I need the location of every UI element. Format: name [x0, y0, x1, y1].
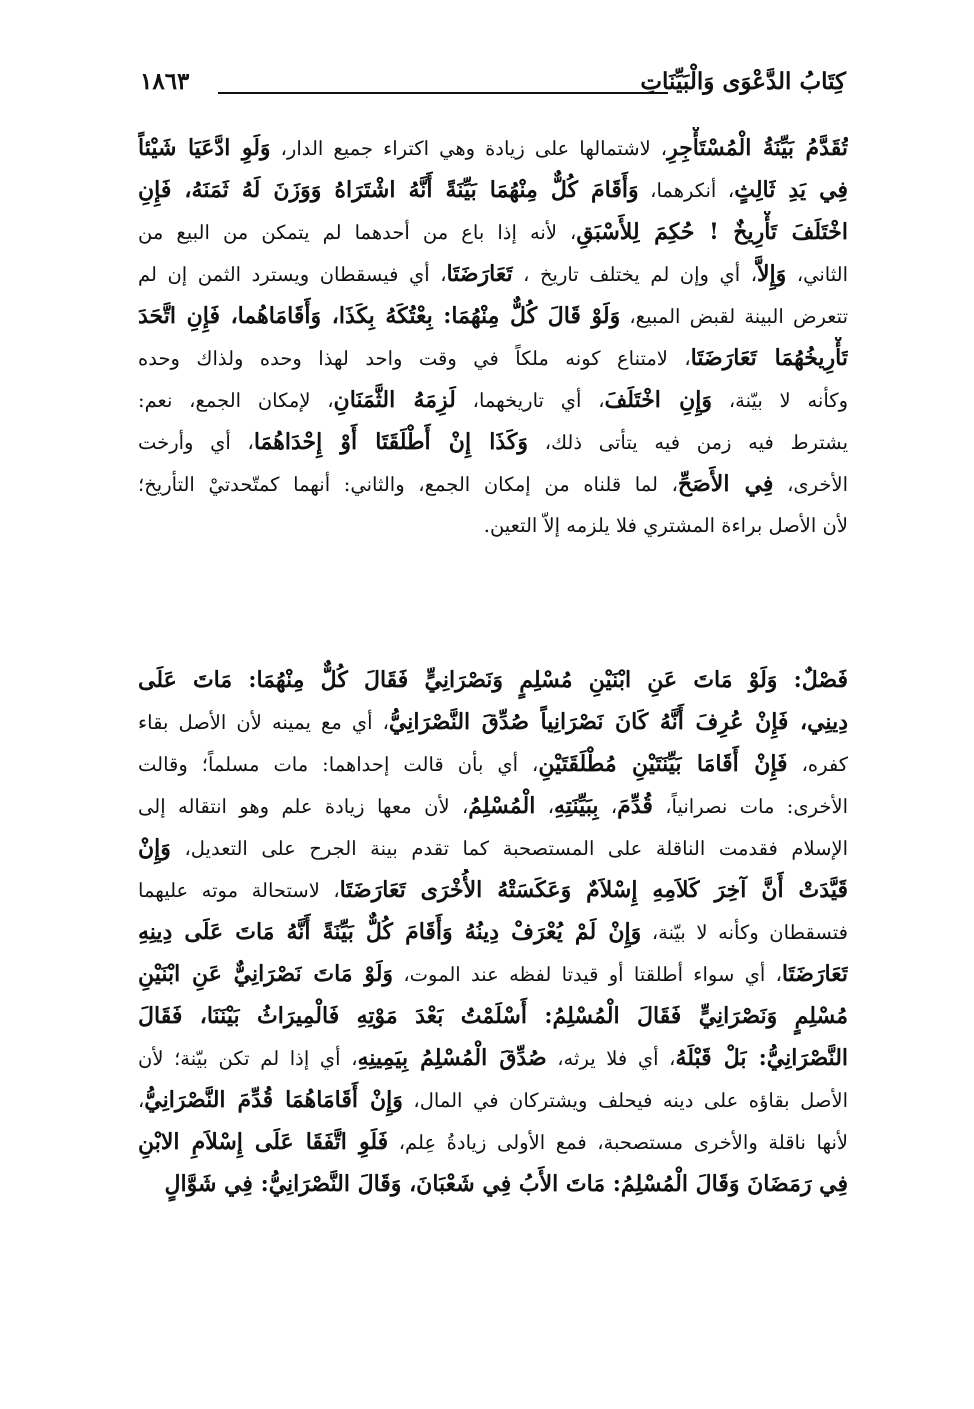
matn-text: قُدِّمَ — [617, 793, 653, 819]
matn-text: وَإِنْ — [138, 835, 171, 861]
text-line — [138, 1163, 848, 1205]
commentary-text: ، أي وإن لم يختلف تاريخ ، — [512, 263, 757, 286]
text-line — [138, 869, 848, 911]
text-line — [138, 1079, 848, 1121]
commentary-text: كفره، — [787, 753, 848, 776]
text-line — [138, 1037, 848, 1079]
matn-text: وَلَوْ قَالَ كُلٌّ مِنْهُمَا: بِعْتُكَهُ بِكَذَا، وَأَقَامَاهُما، فَإِنِ اتَّحَدَ — [138, 303, 621, 329]
commentary-text: ، لأنه إذا باع من أحدهما لم يتمكن من البيع من — [138, 221, 577, 244]
running-header — [140, 62, 846, 106]
commentary-text: ، أنكرهما، — [638, 179, 735, 202]
matn-text: تَأْرِيخُهُمَا تَعَارَضَتَا — [690, 345, 848, 371]
text-line — [138, 785, 848, 827]
matn-text: فَلَوِ اتَّفَقَا عَلَى إِسْلاَمِ الابْنِ — [138, 1129, 389, 1155]
matn-text: تُقَدَّمُ بَيِّنَةُ الْمُسْتَأْجِرِ — [667, 135, 848, 161]
text-line — [138, 379, 848, 421]
text-line — [138, 953, 848, 995]
matn-text: دِينِي، فَإِنْ عُرِفَ أَنَّهُ كَانَ نَصْرَانِياً صُدِّقَ النَّصْرَانِيُّ — [388, 709, 848, 735]
commentary-text: يشترط فيه زمن فيه يتأتى ذلك، — [528, 431, 848, 454]
text-line — [138, 253, 848, 295]
text-line — [138, 463, 848, 505]
paragraph-1 — [138, 127, 848, 547]
matn-text: النَّصْرَانِيُّ: بَلْ قَبْلَهُ — [675, 1045, 848, 1071]
matn-text: تَعَارَضَتَا — [446, 261, 513, 287]
commentary-text: ، لامتناع كونه ملكاً في وقت واحد لهذا وحده ولذاك وحده — [138, 347, 691, 370]
commentary-text: ، أي سواء أطلقتا أو قيدتا لفظه عند الموت، — [393, 963, 782, 986]
text-line — [138, 659, 848, 701]
matn-text: اخْتَلَفَ تَأْرِيخٌ ! حُكِمَ لِلأَسْبَقِ — [576, 219, 848, 245]
matn-text: وَإِنْ أَقَامَاهُمَا قُدِّمَ النَّصْرَانِيُّ — [144, 1087, 403, 1113]
text-line — [138, 211, 848, 253]
text-line — [138, 169, 848, 211]
commentary-text: تتعرض البينة لقبض المبيع، — [620, 305, 848, 328]
commentary-text: فتسقطان وكأنه لا بيّنة، — [641, 921, 848, 944]
commentary-text: ، أي وأرخت — [138, 431, 254, 454]
matn-text: وَلَوْ مَاتَ نَصْرَانِيٌّ عَنِ ابْنَيْنِ — [138, 961, 394, 987]
commentary-text: ، أي فلا يرثه، — [546, 1047, 676, 1070]
text-line — [138, 505, 848, 547]
commentary-text: ، لإمكان الجمع، نعم: — [138, 389, 334, 412]
commentary-text: ، — [138, 1089, 145, 1112]
commentary-text: ، لاستحالة موته عليهما — [138, 879, 340, 902]
text-line — [138, 421, 848, 463]
matn-text: تَعَارَضَتَا — [781, 961, 848, 987]
matn-text: وَإِنِ اخْتَلَفَ — [604, 387, 713, 413]
matn-text: الْمُسْلِمُ — [468, 793, 536, 819]
matn-text: صُدِّقَ الْمُسْلِمُ بِيَمِينِهِ — [357, 1045, 547, 1071]
commentary-text: وكأنه لا بيّنة، — [712, 389, 848, 412]
commentary-text: لأن الأصل براءة المشتري فلا يلزمه إلاّ التعين. — [483, 514, 848, 537]
text-line — [138, 295, 848, 337]
matn-text: وَإِلاَّ — [757, 261, 787, 287]
text-line — [138, 995, 848, 1037]
text-line — [138, 911, 848, 953]
commentary-text: ، — [535, 795, 555, 818]
commentary-text: الإسلام فقدمت الناقلة على المستصحبة كما تقدم بينة الجرح على التعديل، — [170, 837, 848, 860]
text-line — [138, 337, 848, 379]
commentary-text: ، أي تاريخهما، — [455, 389, 605, 412]
matn-text: لَزِمَهُ الثَّمَنَانِ — [333, 387, 456, 413]
text-line — [138, 1121, 848, 1163]
header-title: كِتَابُ الدَّعْوَى وَالْبَيِّنَاتِ — [640, 68, 846, 95]
text-line — [138, 701, 848, 743]
commentary-text: ، لأن معها زيادة علم وهو انتقاله إلى — [138, 795, 469, 818]
matn-text: وَإِنْ لَمْ يُعْرَفْ دِينُهُ وَأَقَامَ كُلٌّ بَيِّنَةً أَنَّهُ مَاتَ عَلَى دِينِهِ — [138, 919, 642, 945]
page-number: ١٨٦٣ — [140, 68, 190, 95]
commentary-text: ، لاشتمالها على زيادة وهي اكتراء جميع الدار، — [270, 137, 668, 160]
commentary-text: ، أي بأن قالت إحداهما: مات مسلماً؛ وقالت — [138, 753, 539, 776]
paragraph-2-fasl — [138, 659, 848, 1205]
matn-text: فَصْلٌ: وَلَوْ مَاتَ عَنِ ابْنَيْنِ مُسْلِمٍ وَنَصْرَانِيٍّ فَقَالَ كُلٌّ مِنْهُمَا: مَاتَ عَلَى — [138, 667, 848, 693]
text-line — [138, 827, 848, 869]
commentary-text: الأصل بقاؤه على دينه فيحلف ويشتركان في المال، — [402, 1089, 848, 1112]
commentary-text: الثاني، — [786, 263, 848, 286]
text-line — [138, 743, 848, 785]
commentary-text: الأخرى، — [773, 473, 848, 496]
commentary-text: ، أي مع يمينه لأن الأصل بقاء — [138, 711, 389, 734]
matn-text: فِي يَدِ ثَالِثٍ — [734, 177, 848, 203]
commentary-text: الأخرى: مات نصرانياً، — [652, 795, 848, 818]
commentary-text: ، لما قلناه من إمكان الجمع، والثاني: أنهما كمتّحدتيْ التأريخ؛ — [138, 473, 678, 496]
matn-text: وَلَوِ ادَّعَيَا شَيْئاً — [138, 135, 271, 161]
matn-text: قَيَّدَتْ أَنَّ آخِرَ كَلاَمِهِ إِسْلاَمٌ وَعَكَسَتْهُ الأُخْرَى تَعَارَضَتَا — [339, 877, 848, 903]
matn-text: بِبَيِّنَتِهِ — [554, 793, 599, 819]
commentary-text: ، أي فيسقطان ويسترد الثمن إن لم — [138, 263, 447, 286]
header-rule — [218, 92, 668, 94]
matn-text: مُسْلِمٍ وَنَصْرَانِيٍّ فَقَالَ الْمُسْلِمُ: أَسْلَمْتُ بَعْدَ مَوْتِهِ فَالْمِيرَاثُ بَيْنَنَا، فَقَالَ — [138, 1003, 848, 1029]
text-line — [138, 127, 848, 169]
matn-text: فِي رَمَضَانَ وَقَالَ الْمُسْلِمُ: مَاتَ الأَبُ فِي شَعْبَانَ، وَقَالَ النَّصْرَانِيُّ: فِي شَوَّالٍ — [164, 1171, 848, 1197]
commentary-text: ، أي إذا لم تكن بيّنة؛ لأن — [138, 1047, 358, 1070]
matn-text: فِي الأَصَحِّ — [677, 471, 774, 497]
matn-text: فَإِنْ أَقَامَا بَيِّنَتَيْنِ مُطْلَقَتَيْنِ — [538, 751, 788, 777]
matn-text: وَكَذَا إِنْ أَطْلَقَتَا أَوْ إِحْدَاهُمَا — [253, 429, 528, 455]
commentary-text: ، — [598, 795, 618, 818]
matn-text: وَأَقَامَ كُلٌّ مِنْهُمَا بَيِّنَةً أَنَّهُ اشْتَرَاهُ وَوَزَنَ لَهُ ثَمَنَهُ، فَإِنِ — [138, 177, 639, 203]
commentary-text: لأنها ناقلة والأخرى مستصحبة، فمع الأولى زيادةُ عِلم، — [388, 1131, 848, 1154]
